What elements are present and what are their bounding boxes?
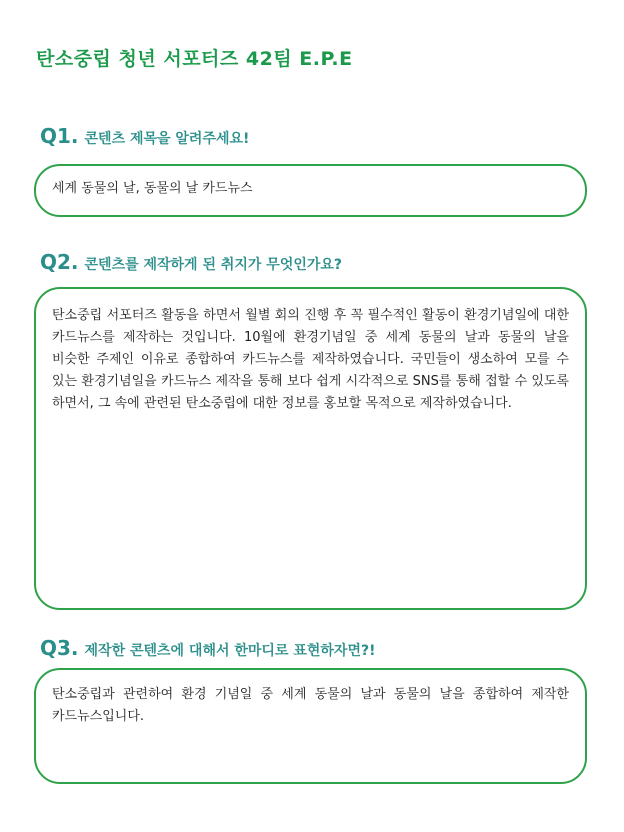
question-number: Q2. (40, 250, 79, 274)
question-prompt: 콘텐츠 제목을 알려주세요! (84, 131, 250, 147)
question-2 (40, 250, 342, 274)
question-number: Q3. (40, 636, 79, 660)
question-prompt: 콘텐츠를 제작하게 된 취지가 무엇인가요? (84, 257, 343, 273)
question-1 (40, 124, 249, 148)
answer-text: 탄소중립 서포터즈 활동을 하면서 월별 회의 진행 후 꼭 필수적인 활동이 환경기념일에 대한 카드뉴스를 제작하는 것입니다. 10월에 환경기념일 중 세계 동물의 날과 동물의 날을 비슷한 주제인 이유로 종합하여 카드뉴스를 제작하였습니다. 국민들이 생소하여 모를 수 있는 환경기념일을 카드뉴스 제작을 통해 보다 쉽게 시각적으로 SNS를 통해 접할 수 있도록 하면서, 그 속에 관련된 탄소중립에 대한 정보를 홍보할 목적으로 제작하였습니다. (52, 308, 569, 411)
answer-box-2 (34, 287, 587, 610)
question-number: Q1. (40, 124, 79, 148)
page-title: 탄소중립 청년 서포터즈 42팀 E.P.E (36, 48, 353, 70)
question-3 (40, 636, 375, 660)
answer-box-1 (34, 164, 587, 217)
answer-text: 세계 동물의 날, 동물의 날 카드뉴스 (52, 181, 253, 196)
question-prompt: 제작한 콘텐츠에 대해서 한마디로 표현하자면?! (84, 643, 376, 659)
answer-box-3 (34, 668, 587, 784)
answer-text: 탄소중립과 관련하여 환경 기념일 중 세계 동물의 날과 동물의 날을 종합하여 제작한 카드뉴스입니다. (52, 687, 569, 724)
